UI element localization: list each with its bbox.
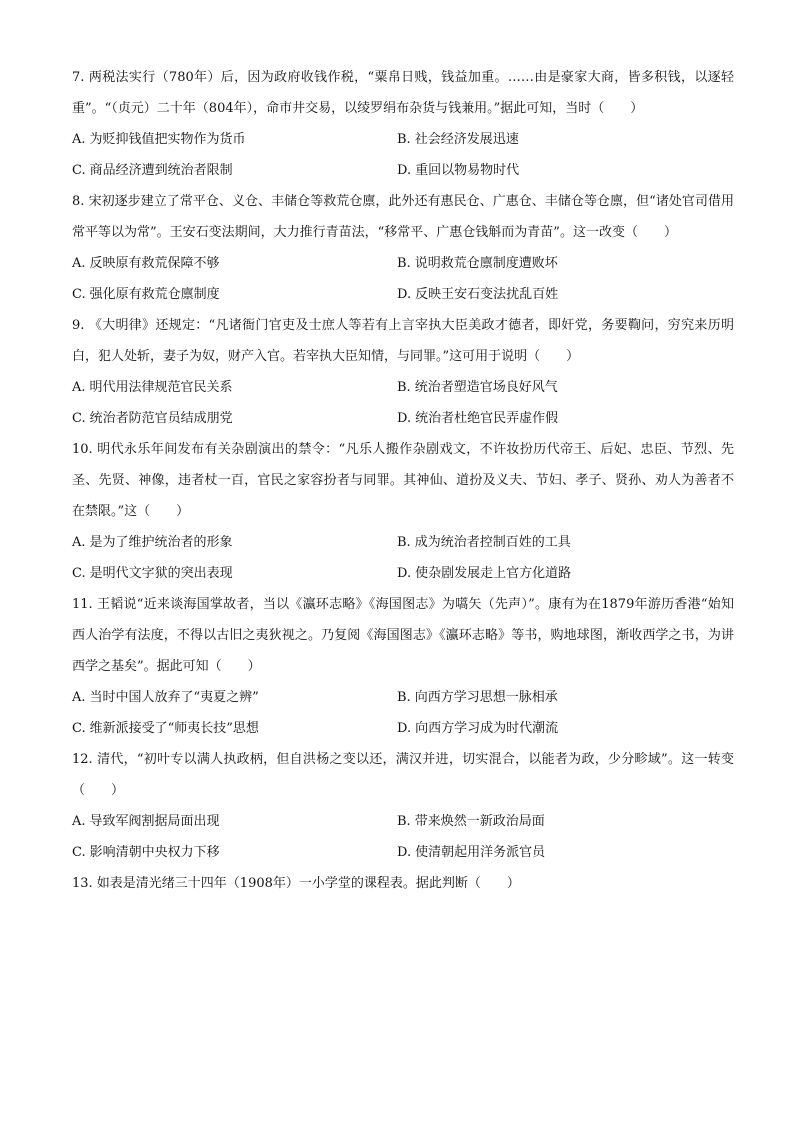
option-b[interactable]: B. 统治者塑造官场良好风气 (397, 380, 558, 395)
option-row (72, 248, 734, 279)
question-stem: 7. 两税法实行（780年）后，因为政府收钱作税，“粟帛日贱，钱益加重。……由是豪家大商，皆多积钱，以逐轻重”。“（贞元）二十年（804年），命市井交易，以绫罗绢布杂货与钱兼用。”据此可知，当时（ ） (72, 70, 734, 116)
question-stem: 13. 如表是清光绪三十四年（1908年）一小学堂的课程表。据此判断（ ） (72, 876, 520, 891)
option-a[interactable]: A. 反映原有救荒保障不够 (72, 256, 220, 271)
option-c[interactable]: C. 强化原有救荒仓廪制度 (72, 287, 220, 302)
question-stem: 12. 清代，“初叶专以满人执政柄，但自洪杨之变以还，满汉并进，切实混合，以能者为政，少分畛域”。这一转变（ ） (72, 752, 734, 798)
option-row (72, 558, 734, 589)
option-c[interactable]: C. 统治者防范官员结成朋党 (72, 411, 233, 426)
question-7 (72, 62, 734, 186)
option-row (72, 155, 734, 186)
option-c[interactable]: C. 商品经济遭到统治者限制 (72, 163, 233, 178)
option-row (72, 279, 734, 310)
option-b[interactable]: B. 带来焕然一新政治局面 (397, 814, 545, 829)
option-c[interactable]: C. 是明代文字狱的突出表现 (72, 566, 233, 581)
question-12 (72, 744, 734, 868)
option-a[interactable]: A. 当时中国人放弃了“夷夏之辨” (72, 690, 259, 705)
option-a[interactable]: A. 是为了维护统治者的形象 (72, 535, 233, 550)
question-stem: 10. 明代永乐年间发布有关杂剧演出的禁令：“凡乐人搬作杂剧戏文，不许妆扮历代帝王、后妃、忠臣、节烈、先圣、先贤、神像，违者杖一百，官民之家容扮者与同罪。其神仙、道扮及义夫、节妇、孝子、贤孙、劝人为善者不在禁限。”这（ ） (72, 442, 734, 519)
option-d[interactable]: D. 反映王安石变法扰乱百姓 (397, 287, 559, 302)
option-row (72, 372, 734, 403)
question-8 (72, 186, 734, 310)
option-row (72, 682, 734, 713)
option-d[interactable]: D. 使杂剧发展走上官方化道路 (397, 566, 572, 581)
question-stem: 11. 王韬说“近来谈海国掌故者，当以《瀛环志略》《海国图志》为嚆矢（先声）”。康有为在1879年游历香港“始知西人治学有法度，不得以古旧之夷狄视之。乃复阅《海国图志》《瀛环志略》等书，购地球图，渐收西学之书，为讲西学之基矣”。据此可知（ ） (72, 597, 734, 674)
question-10 (72, 434, 734, 589)
option-a[interactable]: A. 导致军阀割据局面出现 (72, 814, 220, 829)
option-a[interactable]: A. 为贬抑钱值把实物作为货币 (72, 132, 246, 147)
option-b[interactable]: B. 向西方学习思想一脉相承 (397, 690, 558, 705)
exam-page (72, 62, 734, 899)
option-d[interactable]: D. 重回以物易物时代 (397, 163, 520, 178)
option-d[interactable]: D. 使清朝起用洋务派官员 (397, 845, 546, 860)
option-b[interactable]: B. 成为统治者控制百姓的工具 (397, 535, 571, 550)
option-row (72, 837, 734, 868)
question-stem: 8. 宋初逐步建立了常平仓、义仓、丰储仓等救荒仓廪，此外还有惠民仓、广惠仓、丰储仓等仓廪，但“诸处官司借用常平等以为常”。王安石变法期间，大力推行青苗法，“移常平、广惠仓钱斛而为青苗”。这一改变（ ） (72, 194, 734, 240)
question-9 (72, 310, 734, 434)
option-a[interactable]: A. 明代用法律规范官民关系 (72, 380, 233, 395)
option-d[interactable]: D. 向西方学习成为时代潮流 (397, 721, 559, 736)
question-11 (72, 589, 734, 744)
option-b[interactable]: B. 社会经济发展迅速 (397, 132, 519, 147)
question-13 (72, 868, 734, 899)
option-c[interactable]: C. 影响清朝中央权力下移 (72, 845, 220, 860)
option-row (72, 806, 734, 837)
option-row (72, 403, 734, 434)
option-c[interactable]: C. 维新派接受了“师夷长技”思想 (72, 721, 259, 736)
question-stem: 9. 《大明律》还规定：“凡诸衙门官吏及士庶人等若有上言宰执大臣美政才德者，即奸党，务要鞫问，穷究来历明白，犯人处斩，妻子为奴，财产入官。若宰执大臣知情，与同罪。”这可用于说明（ ） (72, 318, 734, 364)
option-row (72, 713, 734, 744)
option-b[interactable]: B. 说明救荒仓廪制度遭败坏 (397, 256, 558, 271)
option-row (72, 527, 734, 558)
option-d[interactable]: D. 统治者杜绝官民弄虚作假 (397, 411, 559, 426)
option-row (72, 124, 734, 155)
